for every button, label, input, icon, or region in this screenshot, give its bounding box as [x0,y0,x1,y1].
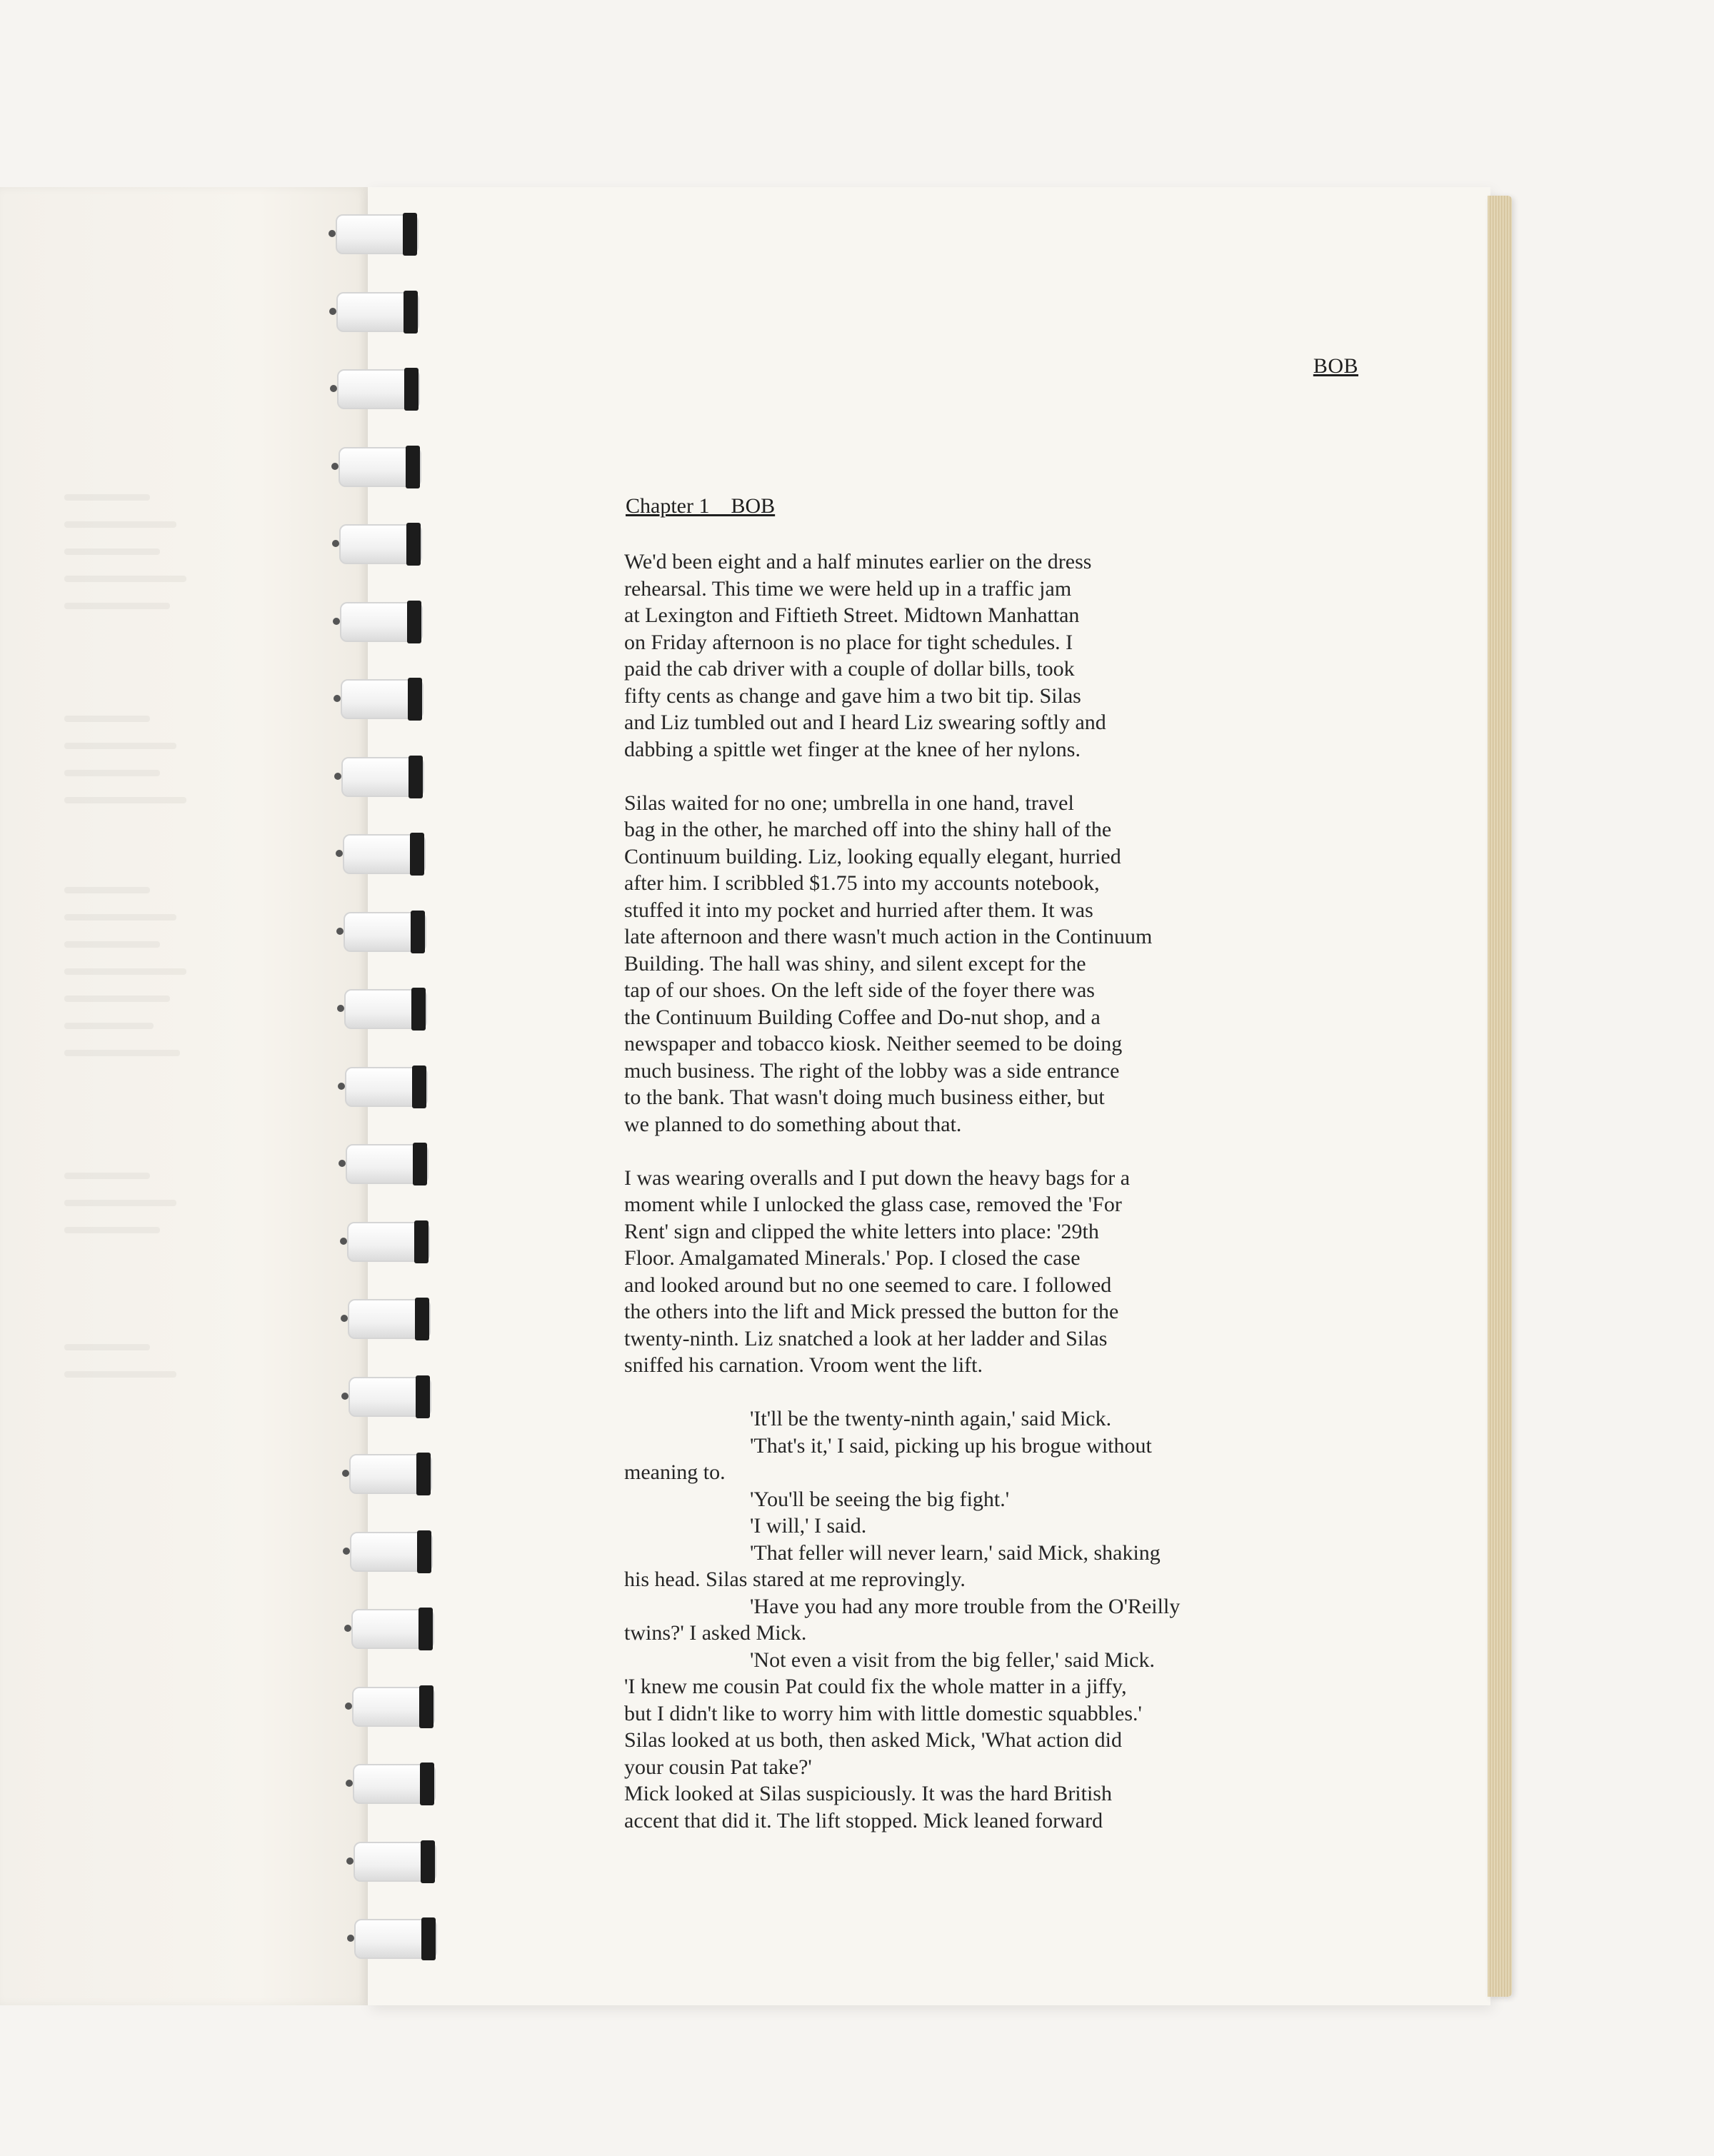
left-page [0,187,368,2005]
spiral-coil-back [415,1298,429,1340]
spiral-coil [339,524,422,564]
spiral-coil-back [417,1530,431,1573]
spiral-coil-back [406,523,421,566]
punch-hole [329,230,336,237]
spiral-coil [344,989,427,1029]
spiral-coil [351,1609,434,1649]
text-line: twenty-ninth. Liz snatched a look at her ladder and Silas [624,1326,1108,1350]
show-through-line [64,1050,180,1056]
dialogue-line: his head. Silas stared at me reprovingly. [624,1568,966,1591]
text-line: and Liz tumbled out and I heard Liz swearing softly and [624,711,1106,734]
show-through-line [64,716,150,722]
text-line: we planned to do something about that. [624,1112,962,1136]
text-line: fifty cents as change and gave him a two bit tip. Silas [624,683,1081,708]
dialogue-line: accent that did it. The lift stopped. Mick leaned forward [624,1808,1103,1832]
spiral-coil [354,1919,437,1959]
text-line: dabbing a spittle wet finger at the knee of her nylons. [624,737,1081,761]
spiral-coil-back [413,1143,427,1185]
text-line: Rent' sign and clipped the white letters into place: '29th [624,1219,1099,1243]
spiral-coil-back [409,756,423,798]
dialogue-line: 'That's it,' I said, picking up his brogue without [750,1433,1152,1458]
punch-hole [337,1005,344,1012]
spiral-coil [346,1144,428,1184]
punch-hole [344,1625,351,1632]
body-text [624,548,1381,1834]
spiral-coil [352,1687,435,1727]
text-line: Floor. Amalgamated Minerals.' Pop. I closed the case [624,1246,1081,1270]
text-line: newspaper and tobacco kiosk. Neither seemed to be doing [624,1032,1123,1056]
spiral-coil-back [420,1763,434,1805]
text-line: at Lexington and Fiftieth Street. Midtown Manhattan [624,603,1080,627]
text-line: paid the cab driver with a couple of dollar bills, took [624,657,1075,681]
punch-hole [336,928,344,935]
paragraph-3 [624,1165,1381,1379]
punch-hole [329,308,336,315]
punch-hole [340,1238,347,1245]
show-through-line [64,1371,176,1378]
show-through-line [64,887,150,893]
spiral-coil [354,1842,436,1882]
spiral-coil [349,1454,432,1494]
dialogue-line: 'Have you had any more trouble from the O'Reilly [750,1594,1181,1618]
text-line: much business. The right of the lobby was a side entrance [624,1058,1120,1083]
show-through-line [64,576,186,582]
punch-hole [339,1160,346,1167]
paragraph-2 [624,790,1381,1138]
show-through-line [64,1344,150,1350]
punch-hole [334,773,341,780]
dialogue-line: your cousin Pat take?' [624,1755,812,1779]
punch-hole [336,850,343,857]
text-line: stuffed it into my pocket and hurried after them. It was [624,898,1093,922]
text-line: late afternoon and there wasn't much action in the Continuum [624,925,1153,948]
spiral-coil [348,1299,431,1339]
spiral-coil-back [407,601,421,643]
spiral-coil [344,912,426,952]
show-through-line [64,914,176,921]
spiral-coil [336,292,419,332]
show-through-line [64,521,176,528]
punch-hole [343,1548,350,1555]
spiral-coil-back [419,1685,433,1728]
dialogue-line: 'I knew me cousin Pat could fix the whole matter in a jiffy, [624,1675,1127,1698]
dialogue-line: meaning to. [624,1460,726,1484]
spiral-coil-back [416,1453,431,1495]
spiral-coil-back [403,213,417,256]
spiral-coil-back [411,911,425,953]
punch-hole [331,463,339,470]
spiral-coil-back [421,1917,436,1960]
running-head: BOB [1313,354,1358,378]
spiral-coil [337,369,420,409]
text-line: moment while I unlocked the glass case, removed the 'For [624,1193,1122,1216]
dialogue-line: but I didn't like to worry him with little domestic squabbles.' [624,1701,1142,1725]
show-through-line [64,996,170,1002]
spiral-coil-back [421,1840,435,1883]
show-through-line [64,743,176,749]
spiral-coil-back [416,1375,430,1418]
spiral-coil [347,1222,430,1262]
dialogue-line: 'You'll be seeing the big fight.' [750,1487,1010,1511]
dialogue-line: 'I will,' I said. [750,1514,867,1538]
dialogue-line: Mick looked at Silas suspiciously. It was the hard British [624,1782,1112,1805]
show-through-line [64,770,160,776]
punch-hole [341,1315,348,1322]
punch-hole [334,695,341,702]
spiral-coil [349,1377,431,1417]
spiral-coil-back [406,446,420,488]
show-through-line [64,603,170,609]
dialogue-line: 'It'll be the twenty-ninth again,' said Mick. [750,1407,1112,1430]
paragraph-1 [624,548,1381,763]
spiral-coil [340,602,423,642]
show-through-line [64,1173,150,1179]
spiral-coil-back [404,291,418,334]
punch-hole [330,385,337,392]
punch-hole [338,1083,345,1090]
spiral-coil-back [414,1220,428,1263]
dialogue-block [624,1405,1381,1834]
spiral-coil [345,1067,428,1107]
show-through-line [64,494,150,501]
text-line: bag in the other, he marched off into the shiny hall of the [624,818,1112,841]
text-line: We'd been eight and a half minutes earlier on the dress [624,550,1092,573]
text-line: and looked around but no one seemed to care. I followed [624,1273,1112,1297]
punch-hole [342,1470,349,1477]
show-through-line [64,941,160,948]
dialogue-line: twins?' I asked Mick. [624,1621,807,1645]
spiral-coil [343,834,426,874]
show-through-line [64,548,160,555]
show-through-line [64,968,186,975]
spiral-coil [339,447,421,487]
text-line: the Continuum Building Coffee and Do-nut shop, and a [624,1005,1101,1029]
spiral-coil [341,679,424,719]
show-through-line [64,1227,160,1233]
text-line: the others into the lift and Mick pressed the button for the [624,1300,1119,1323]
text-line: sniffed his carnation. Vroom went the lift. [624,1353,983,1377]
chapter-heading: Chapter 1 BOB [626,494,776,518]
punch-hole [341,1393,349,1400]
text-line: after him. I scribbled $1.75 into my accounts notebook, [624,871,1100,895]
spiral-coil-back [404,368,419,411]
spiral-binding [336,214,436,2000]
spiral-coil-back [408,678,422,721]
show-through-line [64,1023,154,1029]
spiral-coil-back [411,988,426,1031]
dialogue-line: 'Not even a visit from the big feller,' said Mick. [750,1648,1155,1672]
spiral-coil-back [412,1066,426,1108]
show-through-line [64,797,186,803]
dialogue-line: Silas looked at us both, then asked Mick, 'What action did [624,1728,1122,1752]
punch-hole [346,1857,354,1865]
text-line: rehearsal. This time we were held up in a traffic jam [624,576,1072,601]
punch-hole [346,1780,353,1787]
spiral-coil-back [410,833,424,876]
show-through-line [64,1200,176,1206]
punch-hole [333,618,340,625]
dialogue-line: 'That feller will never learn,' said Mick, shaking [750,1540,1161,1565]
spiral-coil [353,1764,436,1804]
text-line: on Friday afternoon is no place for tight schedules. I [624,630,1073,654]
text-line: Building. The hall was shiny, and silent except for the [624,951,1086,976]
spiral-coil [336,214,419,254]
page-edge-stack [1488,196,1512,1997]
punch-hole [332,540,339,547]
spiral-coil [350,1532,433,1572]
text-line: Silas waited for no one; umbrella in one hand, travel [624,791,1074,815]
text-line: I was wearing overalls and I put down the heavy bags for a [624,1165,1131,1190]
spiral-coil-back [419,1608,433,1650]
spiral-coil [341,757,424,797]
text-line: to the bank. That wasn't doing much business either, but [624,1085,1105,1109]
punch-hole [345,1703,352,1710]
text-line: Continuum building. Liz, looking equally elegant, hurried [624,844,1121,868]
punch-hole [347,1935,354,1942]
text-line: tap of our shoes. On the left side of the foyer there was [624,978,1095,1002]
